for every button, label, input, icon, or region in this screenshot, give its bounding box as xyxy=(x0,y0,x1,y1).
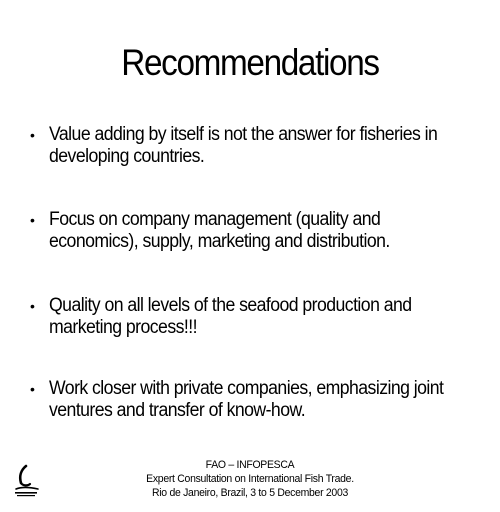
bullet-marker: • xyxy=(30,127,35,143)
footer-event: Expert Consultation on International Fish Trade. xyxy=(146,473,354,485)
bullet-marker: • xyxy=(30,212,35,228)
bullet-marker: • xyxy=(30,381,35,397)
bullet-text: Work closer with private companies, emphasizing joint ventures and transfer of know-how. xyxy=(49,378,444,421)
footer-organization: FAO – INFOPESCA xyxy=(205,459,295,471)
bullet-text: Value adding by itself is not the answer for fisheries in developing countries. xyxy=(49,124,438,167)
bullet-text: Quality on all levels of the seafood production and marketing process!!! xyxy=(49,295,412,338)
footer-location-date: Rio de Janeiro, Brazil, 3 to 5 December 2003 xyxy=(152,487,348,499)
slide-footer xyxy=(0,458,500,500)
slide-title: Recommendations xyxy=(121,42,379,83)
bullet-marker: • xyxy=(30,298,35,314)
bullet-text: Focus on company management (quality and economics), supply, marketing and distribution. xyxy=(49,209,390,252)
